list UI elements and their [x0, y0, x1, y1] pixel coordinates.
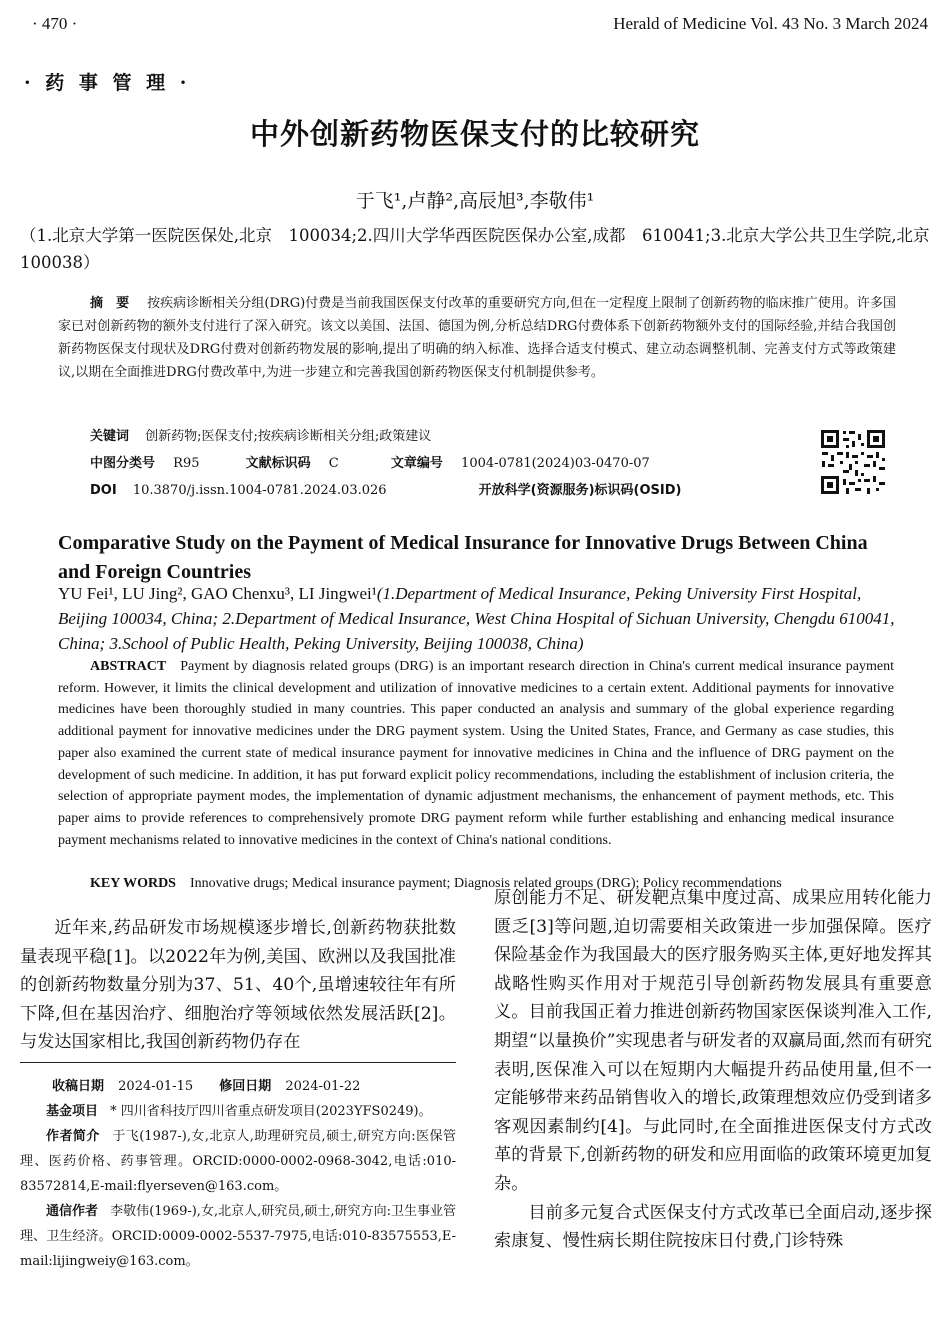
body-right-paragraph-2: 目前多元复合式医保支付方式改革已全面启动,逐步探索康复、慢性病长期住院按床日付费,门诊特殊 — [494, 1202, 932, 1252]
en-keywords-text: Innovative drugs; Medical insurance payment; Diagnosis related groups (DRG); Policy recommendations — [189, 876, 782, 891]
corresponding-author-label: 通信作者 — [46, 1204, 99, 1219]
keywords-cn-label: 关键词 — [90, 429, 130, 444]
body-left-paragraph: 近年来,药品研发市场规模逐步增长,创新药物获批数量表现平稳[1]。以2022年为例,美国、欧洲以及我国批准的创新药物数量分别为37、51、40个,虽增速较往年有所下降,但在基因治疗、细胞治疗等领域依然发展活跃[2]。与发达国家相比,我国创新药物仍存在 — [20, 918, 456, 1053]
fund-note — [20, 1099, 456, 1124]
received-dates — [20, 1074, 456, 1099]
revised-date: 2024-01-22 — [285, 1079, 361, 1094]
journal-header: Herald of Medicine Vol. 43 No. 3 March 2024 — [613, 14, 928, 33]
en-keywords-label: KEY WORDS — [90, 876, 176, 891]
received-date: 2024-01-15 — [118, 1079, 194, 1094]
author-bio-label: 作者简介 — [46, 1129, 100, 1144]
footnotes — [20, 1074, 456, 1274]
page-number: · 470 · — [32, 14, 78, 33]
section-tag: · 药 事 管 理 · — [24, 72, 191, 94]
en-author-affil: (1.Department of Medical Insurance, Peking University First Hospital, Beijing 100034, China; 2.Department of Medical Insurance, West China Hospital of Sichuan University, Chengdu 610041, China; 3.School of Public Health, Peking University, Beijing 100038, China) — [58, 584, 895, 653]
classification-row — [90, 452, 650, 471]
doc-code-label: 文献标识码 — [245, 456, 311, 471]
doc-code-value: C — [328, 456, 339, 471]
doi-label: DOI — [90, 483, 117, 498]
author-bio-text: 于飞(1987-),女,北京人,助理研究员,硕士,研究方向:医保管理、医药价格、药事管理。ORCID:0000-0002-0968-3042,电话:010-83572814,E-mail:flyerseven@163.com。 — [20, 1129, 456, 1194]
received-label: 收稿日期 — [52, 1079, 105, 1094]
clc-value: R95 — [173, 456, 200, 471]
en-title: Comparative Study on the Payment of Medical Insurance for Innovative Drugs Between China and Foreign Countries — [58, 532, 868, 583]
keywords-cn-text: 创新药物;医保支付;按疾病诊断相关分组;政策建议 — [145, 429, 432, 444]
doi-value[interactable]: 10.3870/j.issn.1004-0781.2024.03.026 — [132, 483, 387, 498]
osid-label: 开放科学(资源服务)标识码(OSID) — [478, 483, 682, 498]
abstract-cn-label: 摘 要 — [90, 296, 130, 311]
footnote-divider — [20, 1062, 456, 1063]
corresponding-author-note — [20, 1199, 456, 1274]
en-author-names: YU Fei¹, LU Jing², GAO Chenxu³, LI Jingwei¹ — [58, 584, 377, 603]
en-abstract — [58, 656, 894, 851]
article-number-label: 文章编号 — [390, 456, 443, 471]
revised-label: 修回日期 — [219, 1079, 272, 1094]
fund-label: 基金项目 — [46, 1104, 99, 1119]
doi-row — [90, 479, 681, 498]
body-right-paragraph-1: 原创能力不足、研发靶点集中度过高、成果应用转化能力匮乏[3]等问题,迫切需要相关政策进一步加强保障。医疗保险基金作为我国最大的医疗服务购买主体,更好地发挥其战略性购买作用对于规范引导创新药物发展具有重要意义。目前我国正着力推进创新药物国家医保谈判准入工作,期望“以量换价”实现患者与研发者的双赢局面,然而有研究表明,医保准入可以在短期内大幅提升药品使用量,但不一定能够带来药品销售收入的增长,政策理想效应仍受到诸多客观因素制约[4]。与此同时,在全面推进医保支付方式改革的背景下,创新药物的研发和应用面临的政策环境更加复杂。 — [494, 888, 932, 1194]
en-abstract-text: Payment by diagnosis related groups (DRG) is an important research direction in China's current medical insurance payment reform. However, it limits the clinical development and utilization of innovative medicines to a certain extent. Additional payments for innovative medicines have been thoroughly studied in many countries. This paper conducted an analysis and summary of the global experience regarding additional payment for innovative medicines under the DRG payment system. Using the United States, France, and Germany as case studies, this paper also examined the current state of medical insurance payment for innovative medicines in China and the influence of DRG payment on the development of such medicine. In addition, it has put forward explicit policy recommendations, including the establishment of inclusion criteria, the selection of appropriate payment modes, the implementation of dynamic adjustment mechanisms, the enhancement of payment methods, etc. This paper aims to provide references to comprehensively promote DRG payment reform while further establishing and enhancing medical insurance payment mechanisms related to innovative medicines in the context of China's national conditions. — [58, 659, 894, 848]
fund-text: * 四川省科技厅四川省重点研发项目(2023YFS0249)。 — [110, 1104, 432, 1119]
abstract-cn-text: 按疾病诊断相关分组(DRG)付费是当前我国医保支付改革的重要研究方向,但在一定程度上限制了创新药物的临床推广使用。许多国家已对创新药物的额外支付进行了深入研究。该文以美国、法国、德国为例,分析总结DRG付费体系下创新药物额外支付的国际经验,并结合我国创新药物医保支付现状及DRG付费对创新药物发展的影响,提出了明确的纳入标准、选择合适支付模式、建立动态调整机制、完善支付方式等政策建议,以期在全面推进DRG付费改革中,为进一步建立和完善我国创新药物医保支付机制提供参考。 — [58, 296, 896, 380]
affiliation: （1.北京大学第一医院医保处,北京 100034;2.四川大学华西医院医保办公室,成都 610041;3.北京大学公共卫生学院,北京 100038） — [20, 226, 947, 272]
keywords-cn — [90, 425, 431, 444]
clc-label: 中图分类号 — [90, 456, 156, 471]
en-authors — [58, 581, 896, 656]
article-number-value: 1004-0781(2024)03-0470-07 — [461, 456, 650, 471]
body-right-column — [494, 884, 932, 1256]
en-abstract-label: ABSTRACT — [90, 659, 167, 674]
abstract-cn — [58, 292, 896, 384]
authors: 于飞¹,卢静²,高辰旭³,李敬伟¹ — [355, 190, 595, 212]
page-title: 中外创新药物医保支付的比较研究 — [249, 117, 700, 151]
qr-code-icon[interactable] — [820, 429, 886, 495]
author-note — [20, 1124, 456, 1199]
corresponding-author-text: 李敬伟(1969-),女,北京人,研究员,硕士,研究方向:卫生事业管理、卫生经济。ORCID:0009-0002-5537-7975,电话:010-83575553,E-mail:lijingweiy@163.com。 — [20, 1204, 456, 1269]
